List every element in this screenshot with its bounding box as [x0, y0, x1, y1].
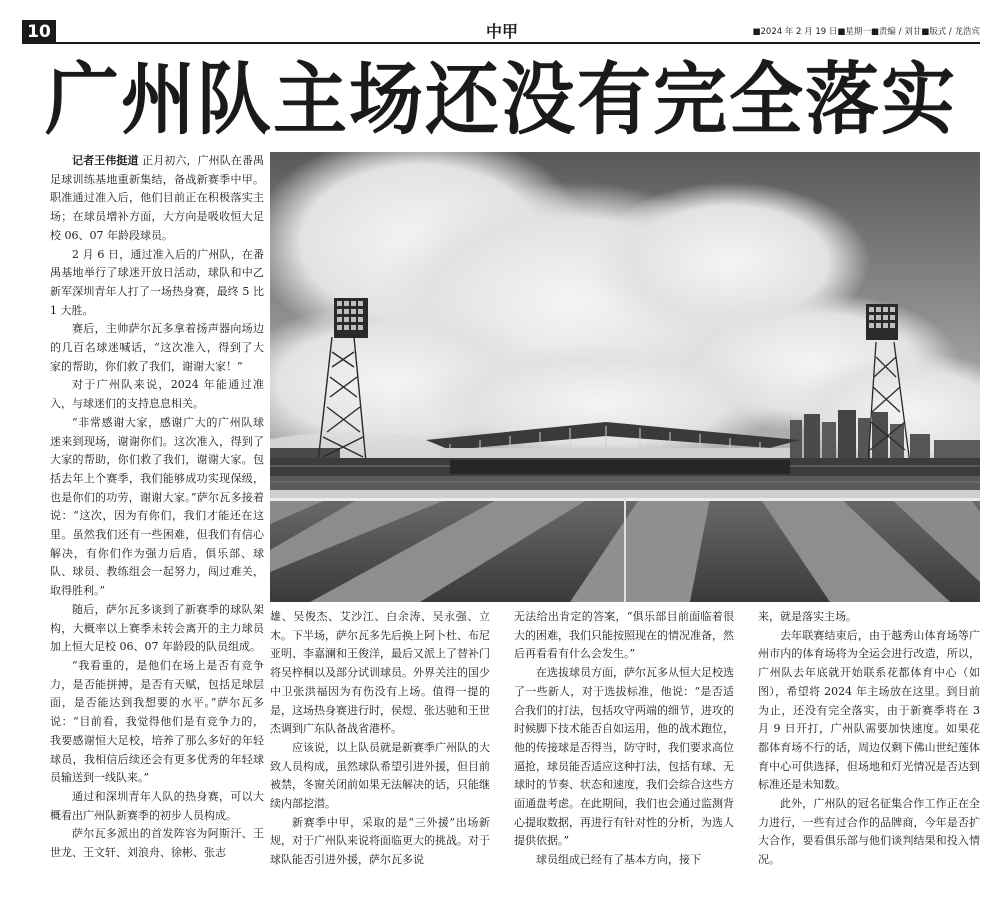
page-header [22, 20, 980, 44]
article-paragraph: 随后，萨尔瓦多谈到了新赛季的球队架构，大概率以上赛季未转会离开的主力球员加上恒大足校 06、07 年龄段的队员组成。 [50, 602, 264, 654]
article-column-4 [758, 608, 980, 902]
article-paragraph: “我看重的，是他们在场上是否有竞争力，是否能拼搏，是否有天赋，包括足球层面，是否能达到我想要的水平。”萨尔瓦多说：“目前看，我觉得他们是有竞争力的，我要感谢恒大足校，培养了那么多好的年轻球员，我相信后续还会有更多优秀的年轻球员输送到一线队来。” [50, 658, 264, 785]
byline: 记者王伟挺道 [72, 154, 139, 167]
page-number: 10 [22, 20, 56, 44]
article-paragraph: 球员组成已经有了基本方向，接下 [536, 853, 701, 867]
article-paragraph: 萨尔瓦多派出的首发阵容为阿斯汗、王世龙、王文轩、刘浪舟、徐彬、张志 [50, 827, 264, 860]
article-column-1 [50, 152, 264, 902]
article-headline: 广州队主场还没有完全落实 [45, 54, 957, 146]
article-paragraph: 雄、吴俊杰、艾沙江、白余涛、吴永强、立木。下半场，萨尔瓦多先后换上阿卜杜、布尼亚明、李嘉澜和王俊洋，最后又派上了替补门将吴梓桐以及部分试训球员。外界关注的国少中卫张洪福因为有伤没有上场。值得一提的是，这场热身赛进行时，侯煜、张达驰和王世杰调到广东队备战省港杯。 [270, 610, 490, 736]
article-paragraph: 通过和深圳青年人队的热身赛，可以大概看出广州队新赛季的初步人员构成。 [50, 789, 264, 822]
article-paragraph: 此外，广州队的冠名征集合作工作正在全力进行，一些有过合作的品牌商，今年是否扩大合作，要看俱乐部与他们谈判结果和投入情况。 [758, 797, 980, 867]
article-paragraph: “非常感谢大家，感谢广大的广州队球迷来到现场，谢谢你们。这次准入，得到了大家的帮助，你们救了我们，谢谢大家。包括去年上个赛季，我们能够成功实现保级，也是你们的功劳，谢谢大家。”萨尔瓦多接着说：“这次，因为有你们，我们才能还在这里。虽然我们还有一些困难，但我们有信心解决，有你们作为强力后盾，俱乐部、球队、球员、教练组会一起努力，闯过难关，取得胜利。” [50, 415, 264, 598]
stadium-photo [270, 152, 980, 602]
article-paragraph: 去年联赛结束后，由于越秀山体育场等广州市内的体育场将为全运会进行改造，所以，广州队去年底就开始联系花都体育中心（如图），希望将 2024 年主场放在这里。到目前为止，还没有完全落实，由于新赛季将在 3 月 9 日开打，广州队需要加快速度。如果花都体育场不行的话，周边仅剩下佛山世纪莲体育中心可供选择，但场地和灯光情况是否达到标准还是未知数。 [758, 628, 980, 792]
article-paragraph: 赛后，主帅萨尔瓦多拿着扬声器向场边的几百名球迷喊话，“这次准入，得到了大家的帮助，你们救了我们，谢谢大家！” [50, 322, 264, 373]
article-paragraph: 新赛季中甲，采取的是“三外援”出场新规，对于广州队来说将面临更大的挑战。对于球队能否引进外援，萨尔瓦多说 [270, 815, 490, 867]
issue-info: ■2024 年 2 月 19 日■星期一■责编 / 刘甘■版式 / 龙浩宾 [752, 27, 980, 37]
article-column-2 [270, 608, 490, 902]
article-paragraph: 对于广州队来说，2024 年能通过准入，与球迷们的支持息息相关。 [50, 378, 264, 411]
article-paragraph: 应该说，以上队员就是新赛季广州队的大致人员构成，虽然球队希望引进外援，但目前被禁，冬窗关闭前如果无法解决的话，只能继续内部挖潜。 [270, 740, 490, 811]
article-paragraph: 在选拔球员方面，萨尔瓦多从恒大足校选了一些新人，对于选拔标准，他说：“是否适合我们的打法，包括攻守两端的细节，进攻的时候脚下技术能否自如运用，他的战术跑位，他的传接球是否得当，防守时，我们要求高位逼抢，球员能否适应这种打法，包括有球、无球时的节奏、状态和速度，我们会综合这些方面通盘考虑。在此期间，我们也会通过监测背心提取数据，再进行有针对性的分析，为选人提供依据。” [514, 666, 734, 848]
article-paragraph: 记者王伟挺道 正月初六，广州队在番禺足球训练基地重新集结，备战新赛季中甲。职准通过准入后，他们目前正在积极落实主场；在球员增补方面，大方向是吸收恒大足校 06、07 年龄段球员。 [50, 154, 264, 242]
article-paragraph: 无法给出肯定的答案，“俱乐部目前面临着很大的困难，我们只能按照现在的情况准备，然后再看看有什么会发生。” [514, 610, 734, 661]
article-paragraph: 2 月 6 日，通过准入后的广州队，在番禺基地举行了球迷开放日活动，球队和中乙新军深圳青年人打了一场热身赛，最终 5 比 1 大胜。 [50, 247, 264, 317]
article-column-3 [514, 608, 734, 902]
article-paragraph: 来，就是落实主场。 [758, 610, 857, 623]
section-title: 中甲 [485, 22, 518, 41]
